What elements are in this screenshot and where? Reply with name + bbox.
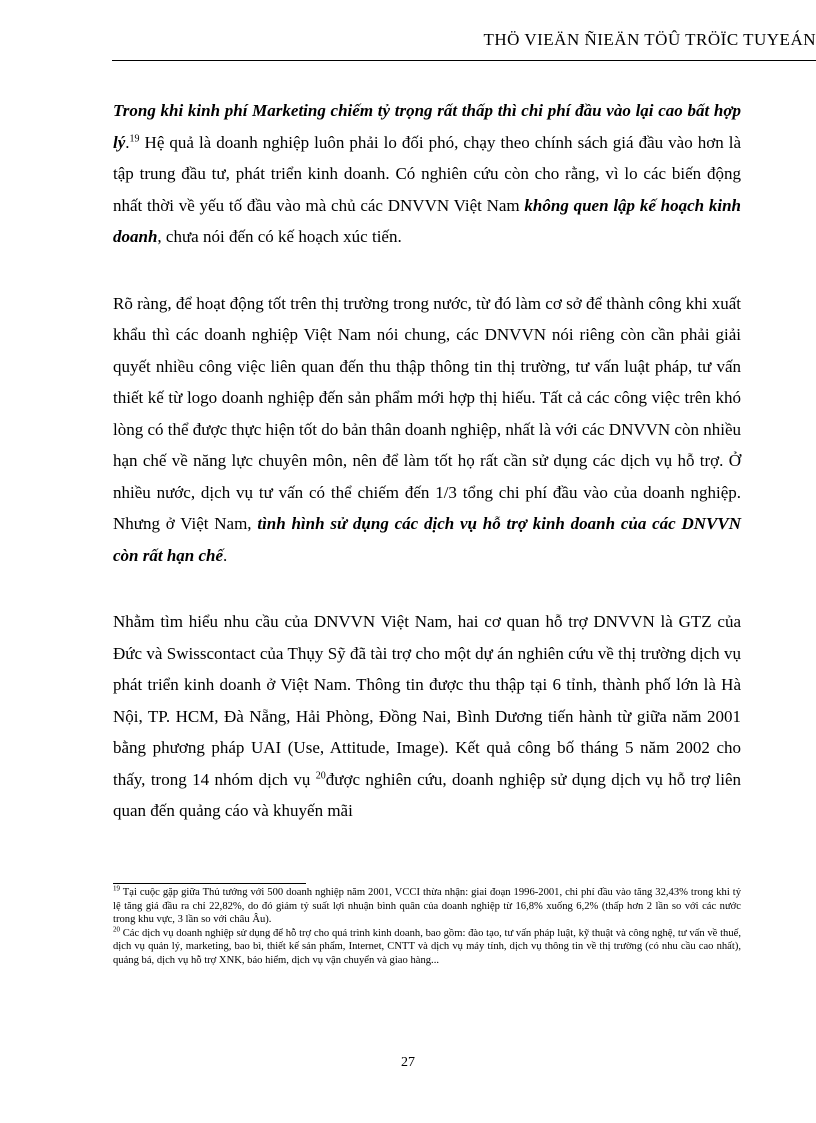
footnote-ref[interactable]: 20 — [315, 769, 326, 781]
emphasis-text: không quen lập kế hoạch kinh doanh — [113, 195, 741, 246]
body-span: Nhằm tìm hiểu nhu cầu của DNVVN Việt Nam, hai cơ quan hỗ trợ DNVVN là GTZ của Đức và Swisscontact của Thụy Sỹ đã tài trợ cho một dự án nghiên cứu về thị trường dịch vụ phát triển kinh doanh ở Việt Nam. Thông tin được thu thập tại 6 tỉnh, thành phố lớn là Hà Nội, TP. HCM, Đà Nẵng, Hải Phòng, Đồng Nai, Bình Dương tiến hành từ giữa năm 2001 bằng phương pháp UAI (Use, Attitude, Image). Kết quả công bố tháng 5 năm 2002 cho thấy, trong 14 nhóm dịch vụ — [113, 612, 741, 789]
footnote-text: Các dịch vụ doanh nghiệp sử dụng để hỗ trợ cho quá trình kinh doanh, bao gồm: đào tạo, tư vấn pháp luật, kỹ thuật và công nghệ, tư vấn về thuế, dịch vụ quản lý, marketing, bao bì, thiết kế sản phẩm, Internet, CNTT và dịch vụ máy tính, dịch vụ thông tin về thị trường (có nhu cầu cao nhất), quảng bá, dịch vụ hỗ trợ XNK, bảo hiểm, dịch vụ vận chuyển và giao hàng... — [113, 927, 741, 966]
footnote-ref[interactable]: 19 — [129, 132, 140, 144]
footnote-20 — [113, 927, 741, 968]
body-span: . — [125, 132, 130, 152]
body-span: Hệ quả là doanh nghiệp luôn phải lo đối phó, chạy theo chính sách giá đầu vào hơn là tập trung đầu tư, phát triển kinh doanh. Có nghiên cứu còn cho rằng, vì lo các biến động nhất thời về yếu tố đầu vào mà chủ các DNVVN Việt Nam — [113, 132, 741, 215]
page-header: THÖ VIEÄN ÑIEÄN TÖÛ TRÖÏC TUYEÁN — [483, 30, 816, 49]
body-span: Rõ ràng, để hoạt động tốt trên thị trường trong nước, từ đó làm cơ sở để thành công khi xuất khẩu thì các doanh nghiệp Việt Nam nói chung, các DNVVN nói riêng còn cần phải giải quyết nhiều công việc liên quan đến thu thập thông tin thị trường, tư vấn luật pháp, tư vấn thiết kế từ logo doanh nghiệp đến sản phẩm mới hợp thị hiếu. Tất cả các công việc trên khó lòng có thể được thực hiện tốt do bản thân doanh nghiệp, nhất là với các DNVVN còn nhiều hạn chế về năng lực chuyên môn, nên để làm tốt họ rất cần sử dụng các dịch vụ hỗ trợ. Ở nhiều nước, dịch vụ tư vấn có thể chiếm đến 1/3 tổng chi phí đầu vào của doanh nghiệp. Nhưng ở Việt Nam, — [113, 293, 741, 533]
paragraph-3 — [113, 606, 741, 827]
header-divider — [112, 60, 816, 61]
body-span: được nghiên cứu, doanh nghiệp sử dụng dịch vụ hỗ trợ liên quan đến quảng cáo và khuyến mãi — [113, 769, 741, 820]
emphasis-text: Trong khi kinh phí Marketing chiếm tỷ trọng rất thấp thì chi phí đầu vào lại cao bất hợp lý — [113, 101, 741, 152]
footnotes — [113, 886, 741, 968]
emphasis-text: tình hình sử dụng các dịch vụ hỗ trợ kinh doanh của các DNVVN còn rất hạn chế — [113, 514, 741, 565]
paragraph-1 — [113, 95, 741, 253]
footnote-text: Tại cuộc gặp giữa Thủ tướng với 500 doanh nghiệp năm 2001, VCCI thừa nhận: giai đoạn 1996-2001, chi phí đầu vào tăng 32,43% trong khi tỷ lệ tăng giá đầu ra chỉ 22,82%, do đó giảm tỷ suất lợi nhuận bình quân của doanh nghiệp từ 16,8% xuống 6,2% (thấp hơn 2 lần so với các nước trong khu vực, 3 lần so với châu Âu). — [113, 887, 741, 926]
body-span: . — [223, 545, 228, 565]
footnote-number: 20 — [113, 925, 120, 934]
footnote-19 — [113, 886, 741, 927]
page-number: 27 — [401, 1055, 415, 1070]
footnote-number: 19 — [113, 884, 120, 893]
paragraph-2 — [113, 288, 741, 572]
footnote-divider — [113, 883, 306, 884]
body-span: , chưa nói đến có kế hoạch xúc tiến. — [157, 227, 402, 246]
body-text — [113, 95, 741, 862]
